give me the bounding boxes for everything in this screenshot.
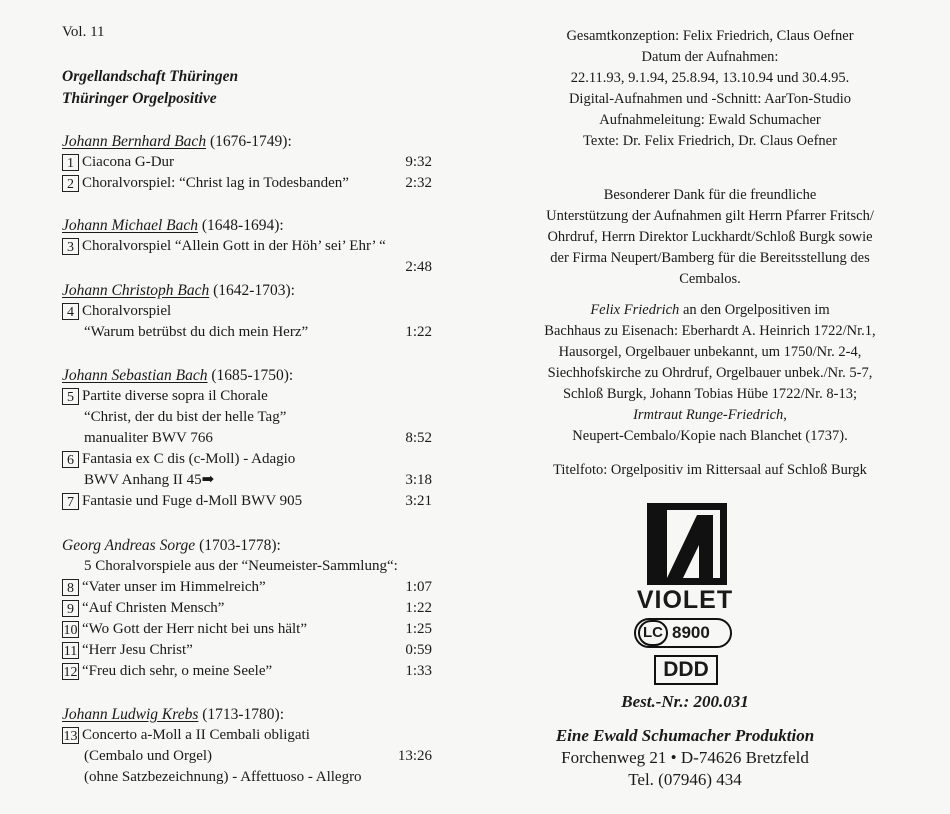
performer-line: Neupert-Cembalo/Kopie nach Blanchet (1737). xyxy=(572,428,848,444)
label-code-prefix: LC xyxy=(638,620,668,646)
track-row xyxy=(62,386,452,407)
track-number: 8 xyxy=(62,579,79,596)
thanks-line: Besonderer Dank für die freundliche xyxy=(603,187,817,203)
track-row-continued xyxy=(62,470,452,491)
thanks-line: Unterstützung der Aufnahmen gilt Herrn Pfarrer Fritsch/ xyxy=(546,208,874,224)
track-row xyxy=(62,152,452,173)
credits-line: Datum der Aufnahmen: xyxy=(641,49,779,65)
track-duration: 1:33 xyxy=(405,663,432,679)
composer-heading xyxy=(62,365,452,386)
track-row-continued xyxy=(62,407,452,428)
section-sorge xyxy=(62,535,452,682)
track-title: Choralvorspiel: “Christ lag in Todesbanden” xyxy=(82,175,349,191)
track-row xyxy=(62,725,452,746)
acknowledgements xyxy=(470,185,950,290)
production-phone: Tel. (07946) 434 xyxy=(628,770,742,789)
credits-line: Digital-Aufnahmen und -Schnitt: AarTon-Studio xyxy=(568,91,852,107)
track-duration: 2:48 xyxy=(405,259,432,275)
ddd-badge: DDD xyxy=(654,655,718,685)
order-number: Best.-Nr.: 200.031 xyxy=(621,692,749,711)
track-duration: 9:32 xyxy=(405,154,432,170)
track-number: 10 xyxy=(63,623,78,638)
track-number: 12 xyxy=(63,665,78,680)
track-title: Choralvorspiel xyxy=(82,303,172,319)
composer-years: (1642-1703): xyxy=(209,282,295,299)
performer-line-text: , xyxy=(783,407,787,423)
track-row xyxy=(62,173,452,194)
track-row xyxy=(62,598,452,619)
track-title: “Wo Gott der Herr nicht bei uns hält” xyxy=(82,621,307,637)
composer-heading xyxy=(62,280,452,301)
performer-line xyxy=(470,300,950,321)
composer-name: Johann Christoph Bach xyxy=(62,282,210,299)
track-title: “Vater unser im Himmelreich” xyxy=(82,579,266,595)
composer-name: Johann Michael Bach xyxy=(62,217,199,234)
production-address: Forchenweg 21 • D-74626 Bretzfeld xyxy=(561,748,809,767)
composer-years: (1685-1750): xyxy=(207,367,294,384)
composer-heading xyxy=(62,535,452,556)
track-duration: 3:21 xyxy=(405,493,432,509)
track-row xyxy=(62,236,452,257)
track-title: Fantasie und Fuge d-Moll BWV 905 xyxy=(82,493,303,509)
production-title: Eine Ewald Schumacher Produktion xyxy=(555,726,815,745)
production-block xyxy=(470,725,900,791)
track-duration: 1:07 xyxy=(405,579,432,595)
track-duration: 2:32 xyxy=(405,175,432,191)
track-duration: 0:59 xyxy=(405,642,432,658)
track-title: Ciacona G-Dur xyxy=(82,154,175,170)
track-title: Choralvorspiel “Allein Gott in der Höh’ sei’ Ehr’ “ xyxy=(82,238,386,254)
track-title-line: “Christ, der du bist der helle Tag” xyxy=(84,409,287,425)
performer-name: Felix Friedrich xyxy=(590,302,680,318)
credits-line: Texte: Dr. Felix Friedrich, Dr. Claus Oefner xyxy=(583,133,837,149)
performer-name: Irmtraut Runge-Friedrich xyxy=(633,407,784,423)
composer-name: Johann Bernhard Bach xyxy=(62,133,207,150)
track-row xyxy=(62,577,452,598)
performer-line: Siechhofskirche zu Ohrdruf, Orgelbauer unbek./Nr. 5-7, xyxy=(547,365,873,381)
track-title: Partite diverse sopra il Chorale xyxy=(82,388,268,404)
section-intro xyxy=(62,556,452,577)
track-number: 11 xyxy=(63,644,78,659)
track-number: 6 xyxy=(62,451,79,468)
section-js-bach xyxy=(62,365,452,512)
series-title-line-2: Thüringer Orgelpositive xyxy=(62,90,217,107)
composer-heading xyxy=(62,215,452,236)
track-number: 2 xyxy=(62,175,79,192)
thanks-line: Ohrdruf, Herrn Direktor Luckhardt/Schloß Burgk sowie xyxy=(547,229,873,245)
composer-name: Johann Ludwig Krebs xyxy=(62,706,199,723)
cover-photo-credit: Titelfoto: Orgelpositiv im Rittersaal auf Schloß Burgk xyxy=(553,462,867,478)
track-row xyxy=(62,301,452,322)
track-duration: 8:52 xyxy=(405,430,432,446)
series-title-line-1: Orgellandschaft Thüringen xyxy=(62,68,239,85)
track-title-line: manualiter BWV 766 xyxy=(84,430,213,446)
credits-line: 22.11.93, 9.1.94, 25.8.94, 13.10.94 und 30.4.95. xyxy=(570,70,850,86)
credits-column xyxy=(470,0,950,814)
track-title: “Auf Christen Mensch” xyxy=(82,600,225,616)
track-row-continued xyxy=(62,322,452,343)
credits-block xyxy=(470,26,950,152)
track-title: “Freu dich sehr, o meine Seele” xyxy=(82,663,273,679)
label-code-badge xyxy=(634,618,732,648)
tracklist-column xyxy=(0,0,470,814)
composer-years: (1703-1778): xyxy=(195,537,281,554)
track-number: 7 xyxy=(62,493,79,510)
composer-name: Johann Sebastian Bach xyxy=(62,367,208,384)
composer-heading xyxy=(62,704,452,725)
track-title: Concerto a-Moll a II Cembali obligati xyxy=(82,727,310,743)
performers-block xyxy=(470,300,950,447)
section-jb-bach xyxy=(62,131,452,194)
composer-years: (1648-1694): xyxy=(198,217,284,234)
thanks-line: Cembalos. xyxy=(679,271,741,287)
section-jm-bach xyxy=(62,215,452,278)
series-title xyxy=(62,66,238,110)
track-duration: 13:26 xyxy=(397,748,432,764)
track-title: Fantasia ex C dis (c-Moll) - Adagio xyxy=(82,451,296,467)
composer-years: (1713-1780): xyxy=(198,706,285,723)
section-jc-bach xyxy=(62,280,452,343)
performer-line: Bachhaus zu Eisenach: Eberhardt A. Heinrich 1722/Nr.1, xyxy=(544,323,876,339)
track-number: 13 xyxy=(63,729,78,744)
track-row-continued xyxy=(62,428,452,449)
violet-logo-icon xyxy=(647,503,727,585)
performer-line xyxy=(470,405,950,426)
track-title-line: (ohne Satzbezeichnung) - Affettuoso - Allegro xyxy=(84,769,362,785)
track-number: 9 xyxy=(62,600,79,617)
performer-line: Schloß Burgk, Johann Tobias Hübe 1722/Nr. 8-13; xyxy=(562,386,858,402)
track-row-continued xyxy=(62,257,452,278)
track-title-line: BWV Anhang II 45➡ xyxy=(84,472,215,488)
track-row xyxy=(62,491,452,512)
label-name: VIOLET xyxy=(636,586,734,614)
performer-line: Hausorgel, Orgelbauer unbekannt, um 1750/Nr. 2-4, xyxy=(558,344,862,360)
performer-line-text: an den Orgelpositiven im xyxy=(679,302,830,318)
composer-name: Georg Andreas Sorge xyxy=(62,537,196,554)
thanks-line: der Firma Neupert/Bamberg für die Bereitsstellung des xyxy=(550,250,870,266)
track-row-continued xyxy=(62,767,452,788)
composer-years: (1676-1749): xyxy=(206,133,292,150)
track-row xyxy=(62,640,452,661)
track-number: 1 xyxy=(62,154,79,171)
section-krebs xyxy=(62,704,452,788)
track-duration: 1:22 xyxy=(405,600,432,616)
track-row-continued xyxy=(62,746,452,767)
track-number: 3 xyxy=(62,238,79,255)
track-title: “Herr Jesu Christ” xyxy=(82,642,193,658)
track-row xyxy=(62,619,452,640)
label-code-number: 8900 xyxy=(672,623,710,642)
credits-line: Aufnahmeleitung: Ewald Schumacher xyxy=(599,112,821,128)
track-title-line: (Cembalo und Orgel) xyxy=(84,748,213,764)
track-duration: 1:22 xyxy=(405,324,432,340)
track-title-line: “Warum betrübst du dich mein Herz” xyxy=(84,324,309,340)
track-row xyxy=(62,449,452,470)
section-intro-text: 5 Choralvorspiele aus der “Neumeister-Sammlung“: xyxy=(84,558,398,574)
composer-heading xyxy=(62,131,452,152)
volume-label: Vol. 11 xyxy=(62,24,105,40)
track-row xyxy=(62,661,452,682)
track-duration: 3:18 xyxy=(405,472,432,488)
track-number: 5 xyxy=(62,388,79,405)
credits-line: Gesamtkonzeption: Felix Friedrich, Claus Oefner xyxy=(566,28,854,44)
track-number: 4 xyxy=(62,303,79,320)
track-duration: 1:25 xyxy=(405,621,432,637)
